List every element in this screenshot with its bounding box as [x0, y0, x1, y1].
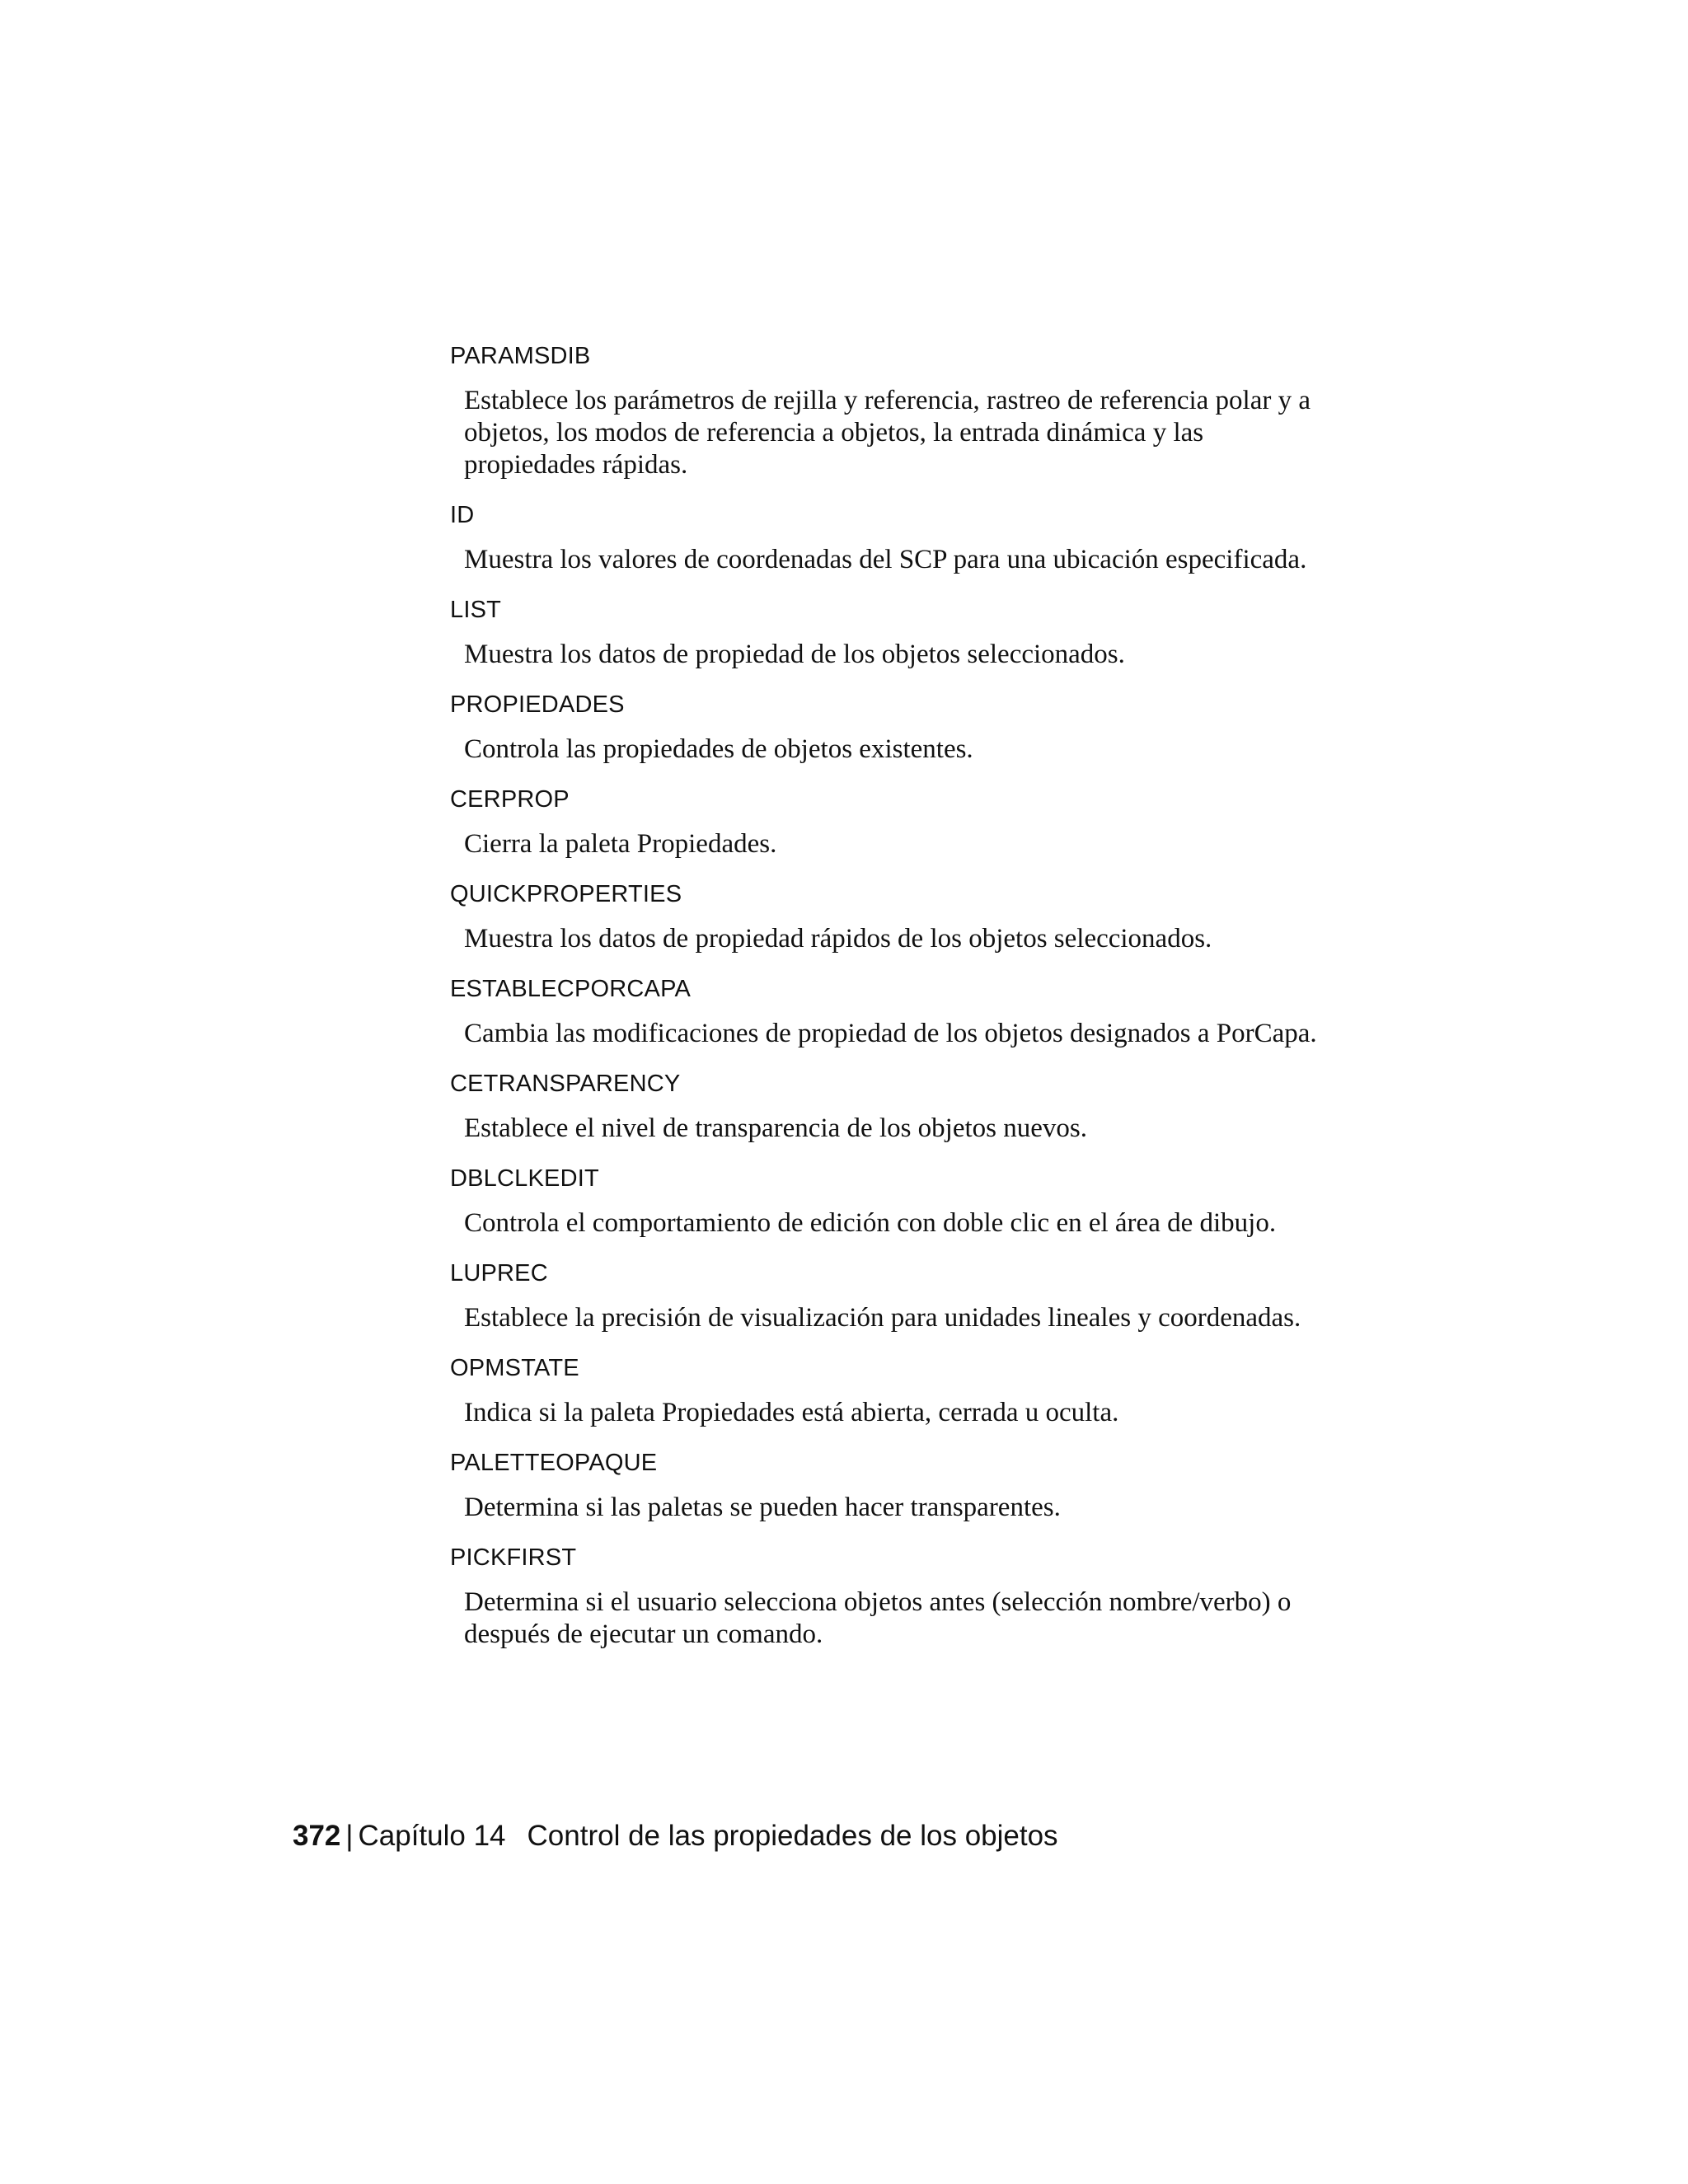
footer-separator: | [345, 1820, 354, 1852]
entry-description: Muestra los datos de propiedad rápidos de los objetos seleccionados. [464, 924, 1212, 954]
entry-propiedades [450, 687, 1357, 766]
entry-cerprop [450, 781, 1357, 860]
entry-description: Controla las propiedades de objetos existentes. [464, 734, 973, 764]
entry-luprec [450, 1255, 1357, 1334]
entry-term: CETRANSPARENCY [450, 1071, 681, 1097]
entry-term: PROPIEDADES [450, 691, 625, 718]
entry-description: Cambia las modificaciones de propiedad de los objetos designados a PorCapa. [464, 1019, 1317, 1048]
entry-description: Determina si el usuario selecciona objetos antes (selección nombre/verbo) o después de ejecutar un comando. [464, 1587, 1292, 1649]
page-number: 372 [293, 1820, 341, 1852]
entry-term: OPMSTATE [450, 1355, 579, 1381]
entry-description: Controla el comportamiento de edición con doble clic en el área de dibujo. [464, 1208, 1277, 1238]
entry-description: Cierra la paleta Propiedades. [464, 829, 777, 859]
entry-description: Establece los parámetros de rejilla y referencia, rastreo de referencia polar y a objetos, los modos de referencia a objetos, la entrada dinámica y las propiedades rápidas. [464, 386, 1311, 480]
entry-term: QUICKPROPERTIES [450, 881, 682, 907]
entry-term: LIST [450, 597, 502, 623]
entry-term: ESTABLECPORCAPA [450, 976, 692, 1002]
entry-description: Establece el nivel de transparencia de los objetos nuevos. [464, 1113, 1087, 1143]
entry-term: PALETTEOPAQUE [450, 1450, 658, 1476]
entry-quickproperties [450, 876, 1357, 955]
entry-term: LUPREC [450, 1260, 548, 1286]
entry-term: CERPROP [450, 786, 570, 813]
chapter-label: Capítulo 14 [358, 1820, 506, 1852]
command-list [450, 338, 1357, 1666]
entry-opmstate [450, 1350, 1357, 1429]
entry-description: Indica si la paleta Propiedades está abierta, cerrada u oculta. [464, 1398, 1119, 1427]
entry-term: PARAMSDIB [450, 343, 591, 369]
entry-cetransparency [450, 1066, 1357, 1145]
entry-term: ID [450, 502, 475, 528]
entry-description: Muestra los datos de propiedad de los objetos seleccionados. [464, 640, 1125, 669]
entry-description: Determina si las paletas se pueden hacer transparentes. [464, 1493, 1061, 1522]
entry-id [450, 497, 1357, 576]
entry-list [450, 592, 1357, 671]
entry-description: Muestra los valores de coordenadas del SCP para una ubicación especificada. [464, 545, 1307, 574]
entry-dblclkedit [450, 1160, 1357, 1240]
entry-establecporcapa [450, 971, 1357, 1050]
page-footer [293, 1818, 1058, 1854]
entry-paletteopaque [450, 1445, 1357, 1524]
entry-paramsdib [450, 338, 1357, 481]
entry-term: PICKFIRST [450, 1544, 577, 1571]
chapter-title: Control de las propiedades de los objetos [527, 1820, 1058, 1852]
entry-description: Establece la precisión de visualización para unidades lineales y coordenadas. [464, 1303, 1301, 1333]
entry-pickfirst [450, 1540, 1357, 1651]
entry-term: DBLCLKEDIT [450, 1165, 599, 1192]
